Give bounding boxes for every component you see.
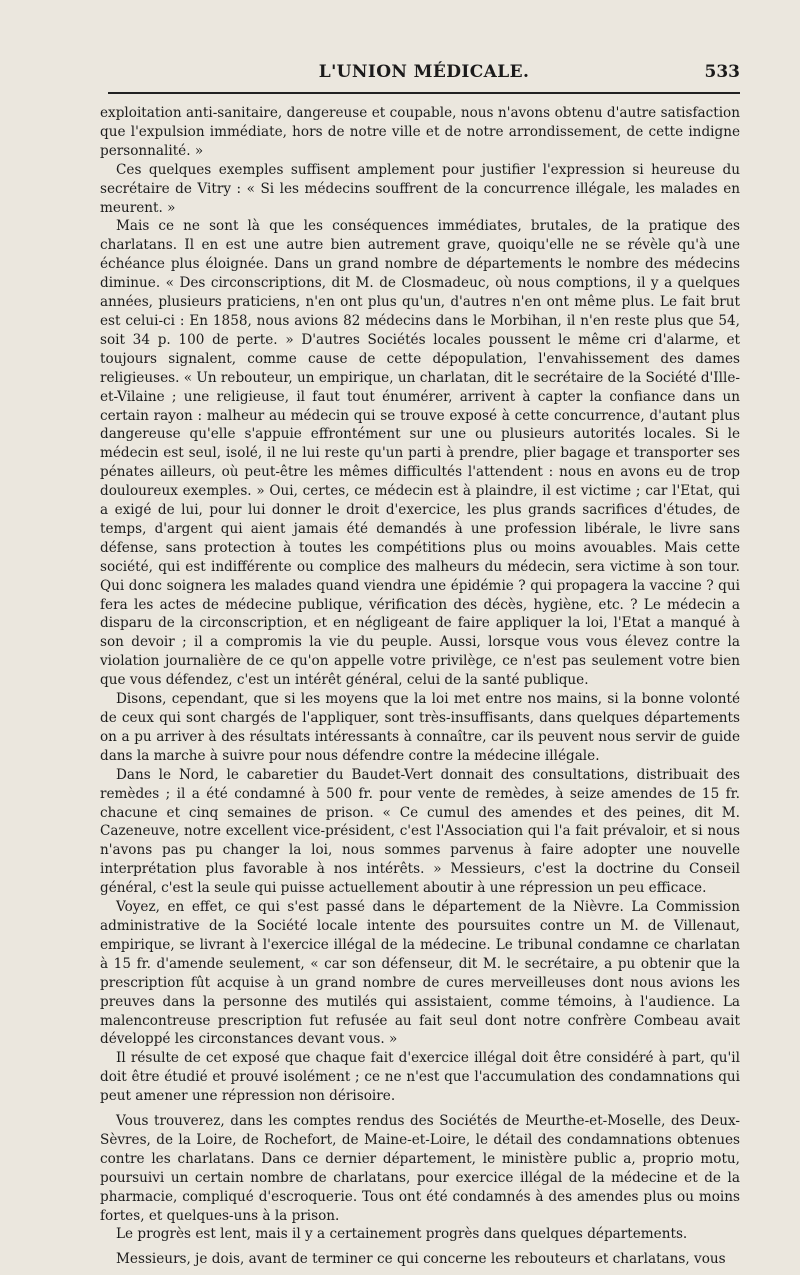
article-body (100, 104, 740, 1269)
header-rule (108, 92, 740, 94)
paragraph: Ces quelques exemples suffisent amplement pour justifier l'expression si heureuse du secrétaire de Vitry : « Si les médecins souffrent de la concurrence illégale, les malades en meurent. » (100, 161, 740, 216)
paragraph: Mais ce ne sont là que les conséquences immédiates, brutales, de la pratique des charlatans. Il en est une autre bien autrement grave, quoiqu'elle ne se révèle qu'à une échéance plus éloignée. Dans un grand nombre de départements le nombre des médecins diminue. « Des circonscriptions, dit M. de Closmadeuc, où nous comptions, il y a quelques années, plusieurs praticiens, n'en ont plus qu'un, d'autres n'en ont même plus. Le fait brut est celui-ci : En 1858, nous avions 82 médecins dans le Morbihan, il n'en reste plus que 54, soit 34 p. 100 de perte. » D'autres Sociétés locales poussent le même cri d'alarme, et toujours signalent, comme cause de cette dépopulation, l'envahissement des dames religieuses. « Un rebouteur, un empirique, un charlatan, dit le secrétaire de la Société d'Ille-et-Vilaine ; une religieuse, il faut tout énumérer, arrivent à capter la confiance dans un certain rayon : malheur au médecin qui se trouve exposé à cette concurrence, d'autant plus dangereuse qu'elle s'appuie effrontément sur une ou plusieurs autorités locales. Si le médecin est seul, isolé, il ne lui reste qu'un parti à prendre, plier bagage et transporter ses pénates ailleurs, où peut-être les mêmes difficultés l'attendent : nous en avons eu de trop douloureux exemples. » Oui, certes, ce médecin est à plaindre, il est victime ; car l'Etat, qui a exigé de lui, pour lui donner le droit d'exercice, les plus grands sacrifices d'études, de temps, d'argent qui aient jamais été demandés à une profession libérale, le livre sans défense, sans protection à toutes les compétitions plus ou moins avouables. Mais cette société, qui est indifférente ou complice des malheurs du médecin, sera victime à son tour. Qui donc soignera les malades quand viendra une épidémie ? qui propagera la vaccine ? qui fera les actes de médecine publique, vérification des décès, hygiène, etc. ? Le médecin a disparu de la circonscription, et en négligeant de faire appliquer la loi, l'Etat a manqué à son devoir ; il a compromis la vie du peuple. Aussi, lorsque vous vous élevez contre la violation journalière de ce qu'on appelle votre privilège, ce n'est pas seulement votre bien que vous défendez, c'est un intérêt général, celui de la santé publique. (100, 218, 740, 689)
paragraph: Voyez, en effet, ce qui s'est passé dans le département de la Nièvre. La Commission administrative de la Société locale intente des poursuites contre un M. de Villenaut, empirique, se livrant à l'exercice illégal de la médecine. Le tribunal condamne ce charlatan à 15 fr. d'amende seulement, « car son défenseur, dit M. le secrétaire, a pu obtenir que la prescription fût acquise à un grand nombre de cures merveilleuses dont nous avions les preuves dans la personne des mutilés qui assistaient, comme témoins, à l'audience. La malencontreuse prescription fut refusée au fait seul dont notre confrère Combeau avait développé les circonstances devant vous. » (100, 899, 740, 1048)
paragraph: Disons, cependant, que si les moyens que la loi met entre nos mains, si la bonne volonté de ceux qui sont chargés de l'appliquer, sont très-insuffisants, dans quelques départements on a pu arriver à des résultats intéressants à connaître, car ils peuvent nous servir de guide dans la marche à suivre pour nous défendre contre la médecine illégale. (100, 691, 740, 764)
paragraph: Messieurs, je dois, avant de terminer ce qui concerne les rebouteurs et charlatans, vous (116, 1251, 726, 1268)
page-number: 533 (704, 62, 740, 82)
paragraph: Vous trouverez, dans les comptes rendus des Sociétés de Meurthe-et-Moselle, des Deux-Sèvres, de la Loire, de Rochefort, de Maine-et-Loire, le détail des condamnations obtenues contre les charlatans. Dans ce dernier département, le ministère public a, proprio motu, poursuivi un certain nombre de charlatans, pour exercice illégal de la médecine et de la pharmacie, compliqué d'escroquerie. Tous ont été condamnés à des amendes plus ou moins fortes, et quelques-uns à la prison. (100, 1113, 740, 1224)
journal-title: L'UNION MÉDICALE. (318, 62, 530, 82)
paragraph: Il résulte de cet exposé que chaque fait d'exercice illégal doit être considéré à part, qu'il doit être étudié et prouvé isolément ; ce ne n'est que l'accumulation des condamnations qui peut amener une répression non dérisoire. (100, 1050, 740, 1105)
paragraph: Le progrès est lent, mais il y a certainement progrès dans quelques départements. (116, 1226, 688, 1243)
paragraph: Dans le Nord, le cabaretier du Baudet-Vert donnait des consultations, distribuait des remèdes ; il a été condamné à 500 fr. pour vente de remèdes, à seize amendes de 15 fr. chacune et cinq semaines de prison. « Ce cumul des amendes et des peines, dit M. Cazeneuve, notre excellent vice-président, c'est l'Association qui l'a fait prévaloir, et si nous n'avons pas pu changer la loi, nous sommes parvenus à faire adopter une nouvelle interprétation plus favorable à nos intérêts. » Messieurs, c'est la doctrine du Conseil général, c'est la seule qui puisse actuellement aboutir à une répression un peu efficace. (100, 766, 740, 897)
page-header (108, 62, 740, 90)
paragraph: exploitation anti-sanitaire, dangereuse et coupable, nous n'avons obtenu d'autre satisfaction que l'expulsion immédiate, hors de notre ville et de notre arrondissement, de cette indigne personnalité. » (100, 105, 740, 159)
